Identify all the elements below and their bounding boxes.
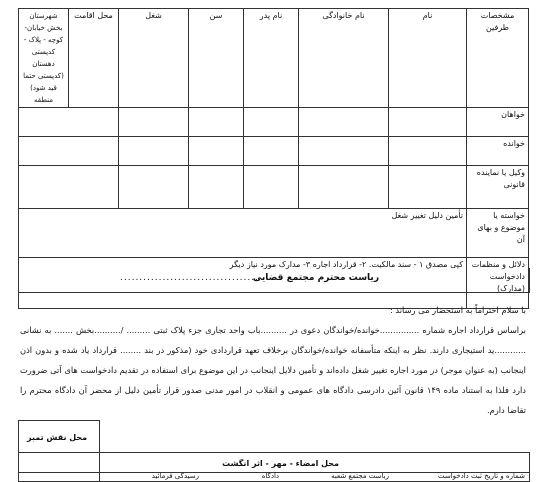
cell[interactable] [244, 166, 299, 209]
cell[interactable] [389, 166, 467, 209]
evidence-value[interactable]: کپی مصدق ۱ - سند مالکیت. ۲- قرارداد اجاره ۳- مدارک مورد نیاز دیگر [19, 258, 467, 309]
plaintiff-label: خواهان [467, 108, 529, 137]
office-title: ریاست محترم مجتمع قضایی [252, 273, 379, 283]
office-line [18, 268, 530, 293]
cell[interactable] [119, 108, 189, 137]
cell[interactable] [299, 108, 389, 137]
cell[interactable] [119, 137, 189, 166]
evidence-label: دلائل و منظمات دادخواست (مدارک) [467, 258, 529, 309]
cell[interactable] [389, 137, 467, 166]
court-label: دادگاه [261, 472, 279, 480]
cell[interactable] [299, 166, 389, 209]
request-row [19, 209, 529, 258]
defendant-label: خوانده [467, 137, 529, 166]
address-detail-header: شهرستان بخش خیابان- کوچه - پلاک - کدپستی دهستان (کدپستی حتما قید شود) منطقه [19, 9, 69, 108]
cell[interactable] [189, 137, 244, 166]
branch-label: ریاست مجتمع شعبه [331, 472, 389, 480]
greeting: با سلام احتراماً به استحضار می رساند : [389, 305, 526, 315]
request-label: خواسته یا موضوع و بهای آن [467, 209, 529, 258]
process-label: رسیدگی فرمائید [151, 472, 199, 480]
address-header: محل اقامت [69, 9, 119, 108]
age-header: سن [189, 9, 244, 108]
father-header: نام پدر [244, 9, 299, 108]
table-row [19, 137, 529, 166]
cell[interactable] [19, 137, 119, 166]
signature-label: محل امضاء - مهر - اثر انگشت [222, 459, 339, 468]
stamp-label: محل نقش تمبر [27, 433, 88, 442]
cell[interactable] [244, 137, 299, 166]
petition-text[interactable]: براساس قرارداد اجاره شماره ...............خوانده/خواندگان دعوی در ..........باب واحد تجاری جزء پلاک ثبتی ......... /..........بخش ....... به نشانی ............ید استیجاری دارند. نظر به اینکه متأسفانه خوانده/خواندگان برخلاف تعهد قراردادی خود (مذکور در بند ........ قرارداد یاد شده و بدون اذن اینجانب (به عنوان موجر) در مورد اجاره تغییر شغل داده‌اند و تأمین دلایل اینجانب در این موضوع برای استفاده در تقدیم دادخواست های آتی ضرورت دارد فلذا به استناد ماده ۱۴۹ قانون آئین دادرسی دادگاه های عمومی و انقلاب در امور مدنی صدور قرار تأمین دلیل از محضر آن دادگاه محترم را تقاضا دارم. [20, 325, 526, 415]
petition-body [20, 300, 526, 420]
cell[interactable] [189, 108, 244, 137]
job-header: شغل [119, 9, 189, 108]
cell[interactable] [119, 166, 189, 209]
registration-label: شماره و تاریخ ثبت دادخواست [437, 472, 525, 480]
lawyer-label: وکیل یا نماینده قانونی [467, 166, 529, 209]
cell[interactable] [19, 108, 119, 137]
cell[interactable] [189, 166, 244, 209]
request-value[interactable]: تأمین دلیل تغییر شغل [19, 209, 467, 258]
office-dots[interactable]: .................................... [120, 273, 259, 283]
name-header: نام [389, 9, 467, 108]
footer-box [18, 452, 530, 482]
specs-header: مشخصات طرفین [467, 9, 529, 108]
table-header [19, 9, 529, 108]
family-header: نام خانوادگی [299, 9, 389, 108]
cell[interactable] [299, 137, 389, 166]
cell[interactable] [389, 108, 467, 137]
parties-table [18, 8, 529, 309]
table-row [19, 166, 529, 209]
cell[interactable] [244, 108, 299, 137]
cell[interactable] [19, 166, 119, 209]
table-row [19, 108, 529, 137]
